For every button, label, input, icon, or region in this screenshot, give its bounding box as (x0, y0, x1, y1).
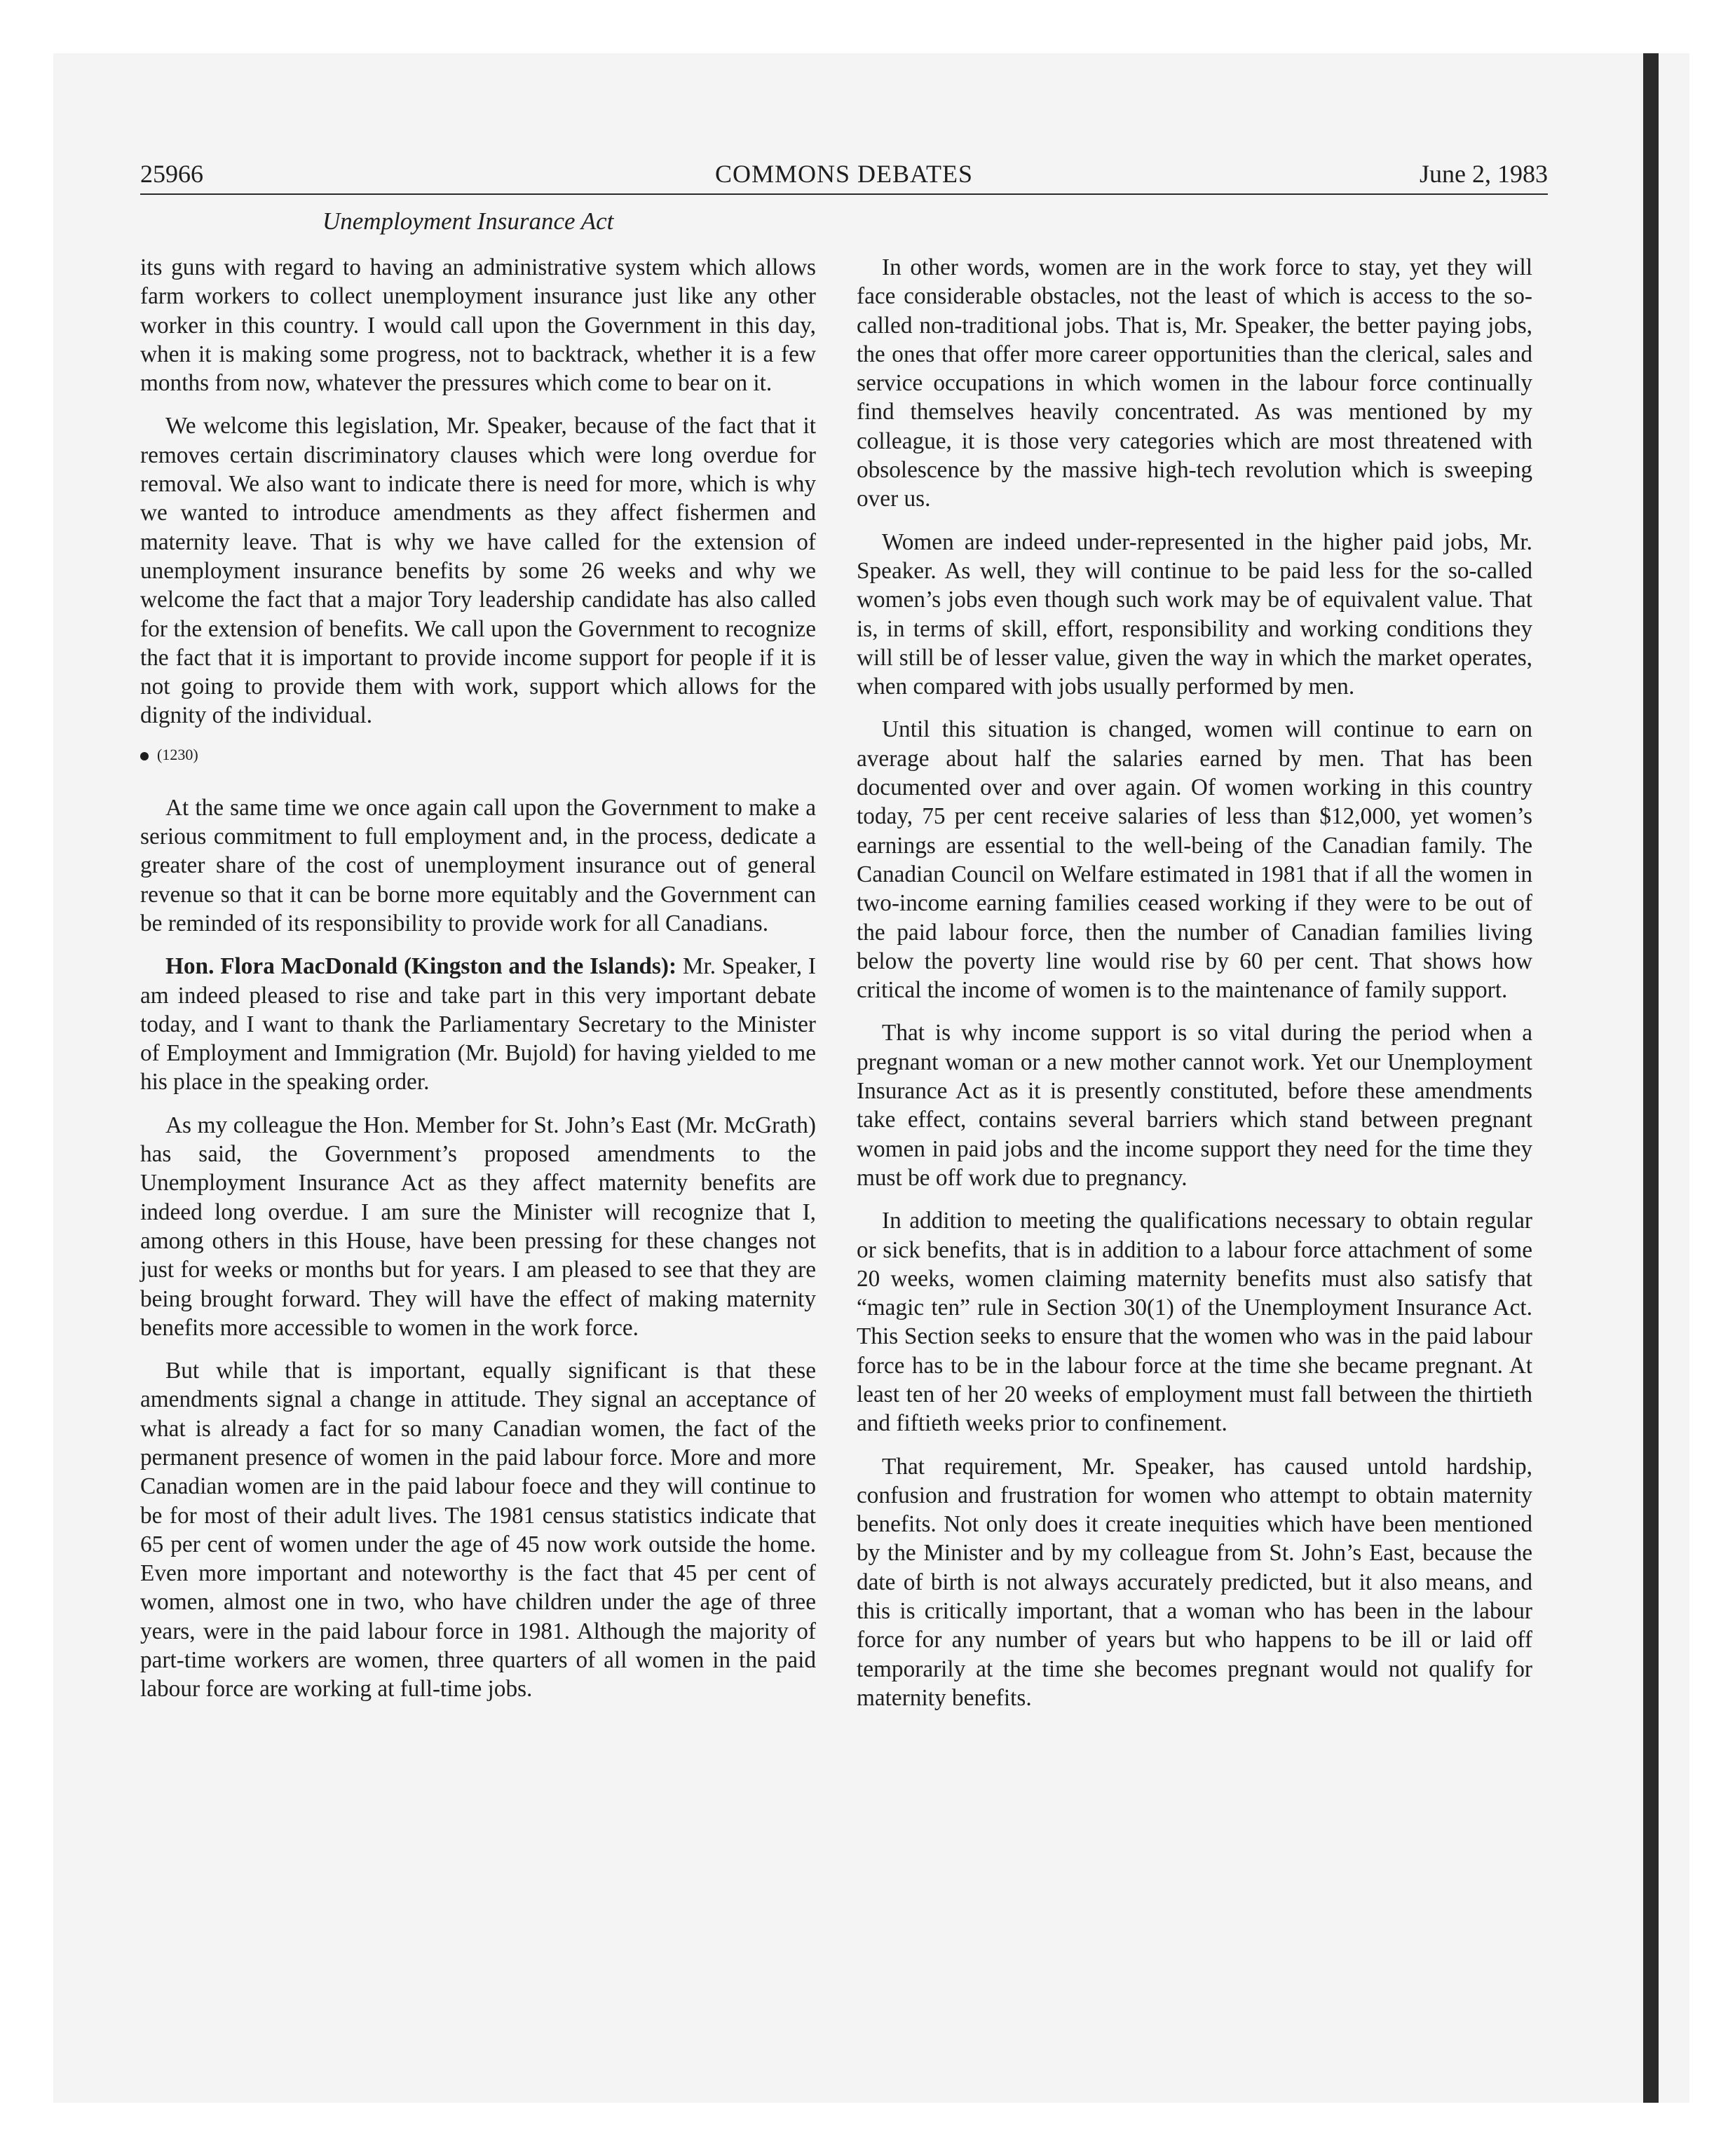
paragraph: Women are indeed under-represented in the higher paid jobs, Mr. Speaker. As well, they will continue to be paid less for the so-called women’s jobs even though such work may be of equivalent value. That is, in terms of skill, effort, responsibility and working conditions they will still be of lesser value, given the way in which the market operates, when compared with jobs usually performed by men. (857, 528, 1532, 700)
paragraph: That requirement, Mr. Speaker, has caused untold hardship, confusion and frustration for women who attempt to obtain maternity benefits. Not only does it create inequities which have been mentioned by the Minister and by my colleague from St. John’s East, because the date of birth is not always accurately predicted, but it also means, and this is critically important, that a woman who has been in the labour force for any number of years but who happens to be ill or laid off temporarily at the time she becomes pregnant would not qualify for maternity benefits. (857, 1453, 1532, 1711)
paragraph: Until this situation is changed, women will continue to earn on average about half the salaries earned by men. That has been documented over and over again. Of women working in this country today, 75 per cent receive salaries of less than $12,000, yet women’s earnings are essential to the well-being of the Canadian family. The Canadian Council on Welfare estimated in 1981 that if all the women in two-income earning families ceased working if they were to be out of the paid labour force, then the number of Canadian families living below the poverty line would rise by 60 per cent. That shows how critical the income of women is to the maintenance of family support. (857, 716, 1532, 1004)
time-marker-label: (1230) (157, 745, 198, 763)
speech-text: Mr. Speaker, I am indeed pleased to rise and take part in this very important debate today, and I want to thank the Parliamentary Secretary to the Minister of Employment and Immigration (Mr. Bujold) for having yielded to me his place in the speaking order. (140, 953, 816, 1096)
publication-title: COMMONS DEBATES (714, 160, 974, 188)
bullet-icon (140, 752, 149, 760)
header-rule (140, 193, 1548, 195)
section-title: Unemployment Insurance Act (322, 207, 614, 235)
paragraph: its guns with regard to having an administrative system which allows farm workers to collect unemployment insurance just like any other worker in this country. I would call upon the Government in this day, when it is making some progress, not to backtrack, whether it is a few months from now, whatever the pressures which come to bear on it. (140, 254, 816, 397)
page-number: 25966 (140, 160, 203, 188)
paragraph: In other words, women are in the work force to stay, yet they will face considerable obstacles, not the least of which is access to the so-called non-traditional jobs. That is, Mr. Speaker, the better paying jobs, the ones that offer more career opportunities than the clerical, sales and service occupations in which women in the labour force continually find themselves heavily concentrated. As was mentioned by my colleague, it is those very categories which are most threatened with obsolescence by the massive high-tech revolution which is sweeping over us. (857, 254, 1532, 512)
time-marker (140, 744, 816, 765)
speaker-name: Hon. Flora MacDonald (Kingston and the Islands): (165, 953, 677, 980)
page-header (140, 158, 1548, 200)
paragraph: In addition to meeting the qualifications necessary to obtain regular or sick benefits, that is in addition to a labour force attachment of some 20 weeks, women claiming maternity benefits must also satisfy that “magic ten” rule in Section 30(1) of the Unemployment Insurance Act. This Section seeks to ensure that the women who was in the paid labour force has to be in the labour force at the time she became pregnant. At least ten of her 20 weeks of employment must fall between the thirtieth and fiftieth weeks prior to confinement. (857, 1208, 1532, 1437)
left-column (140, 253, 816, 1718)
speaker-paragraph (140, 952, 816, 1096)
paragraph: At the same time we once again call upon the Government to make a serious commitment to full employment and, in the process, dedicate a greater share of the cost of unemployment insurance out of general revenue so that it can be borne more equitably and the Government can be reminded of its responsibility to provide work for all Canadians. (140, 794, 816, 936)
paragraph: But while that is important, equally significant is that these amendments signal a change in attitude. They signal an acceptance of what is already a fact for so many Canadian women, the fact of the permanent presence of women in the paid labour force. More and more Canadian women are in the paid labour foece and they will continue to be for most of their adult lives. The 1981 census statistics indicate that 65 per cent of women under the age of 45 now work outside the home. Even more important and noteworthy is the fact that 45 per cent of women, almost one in two, who have children under the age of three years, were in the paid labour force in 1981. Although the majority of part-time workers are women, three quarters of all women in the paid labour force are working at full-time jobs. (140, 1358, 816, 1703)
paragraph: We welcome this legislation, Mr. Speaker, because of the fact that it removes certain discriminatory clauses which were long overdue for removal. We also want to indicate there is need for more, which is why we wanted to introduce amendments as they affect fishermen and maternity leave. That is why we have called for the extension of unemployment insurance benefits by some 26 weeks and why we welcome the fact that a major Tory leadership candidate has also called for the extension of benefits. We call upon the Government to recognize the fact that it is important to provide income support for people if it is not going to provide them with work, support which allows for the dignity of the individual. (140, 413, 816, 729)
paragraph: That is why income support is so vital during the period when a pregnant woman or a new mother cannot work. Yet our Unemployment Insurance Act as it is presently constituted, before these amendments take effect, contains several barriers which stand between pregnant women in paid jobs and the income support they need for the time they must be off work due to pregnancy. (857, 1020, 1532, 1191)
scan-edge-shadow (1643, 53, 1659, 2103)
page-date: June 2, 1983 (1420, 160, 1548, 188)
right-column (857, 253, 1532, 1726)
paragraph: As my colleague the Hon. Member for St. John’s East (Mr. McGrath) has said, the Government’s proposed amendments to the Unemployment Insurance Act as they affect maternity benefits are indeed long overdue. I am sure the Minister will recognize that I, among others in this House, have been pressing for these changes not just for weeks or months but for years. I am pleased to see that they are being brought forward. They will have the effect of making maternity benefits more accessible to women in the work force. (140, 1112, 816, 1341)
